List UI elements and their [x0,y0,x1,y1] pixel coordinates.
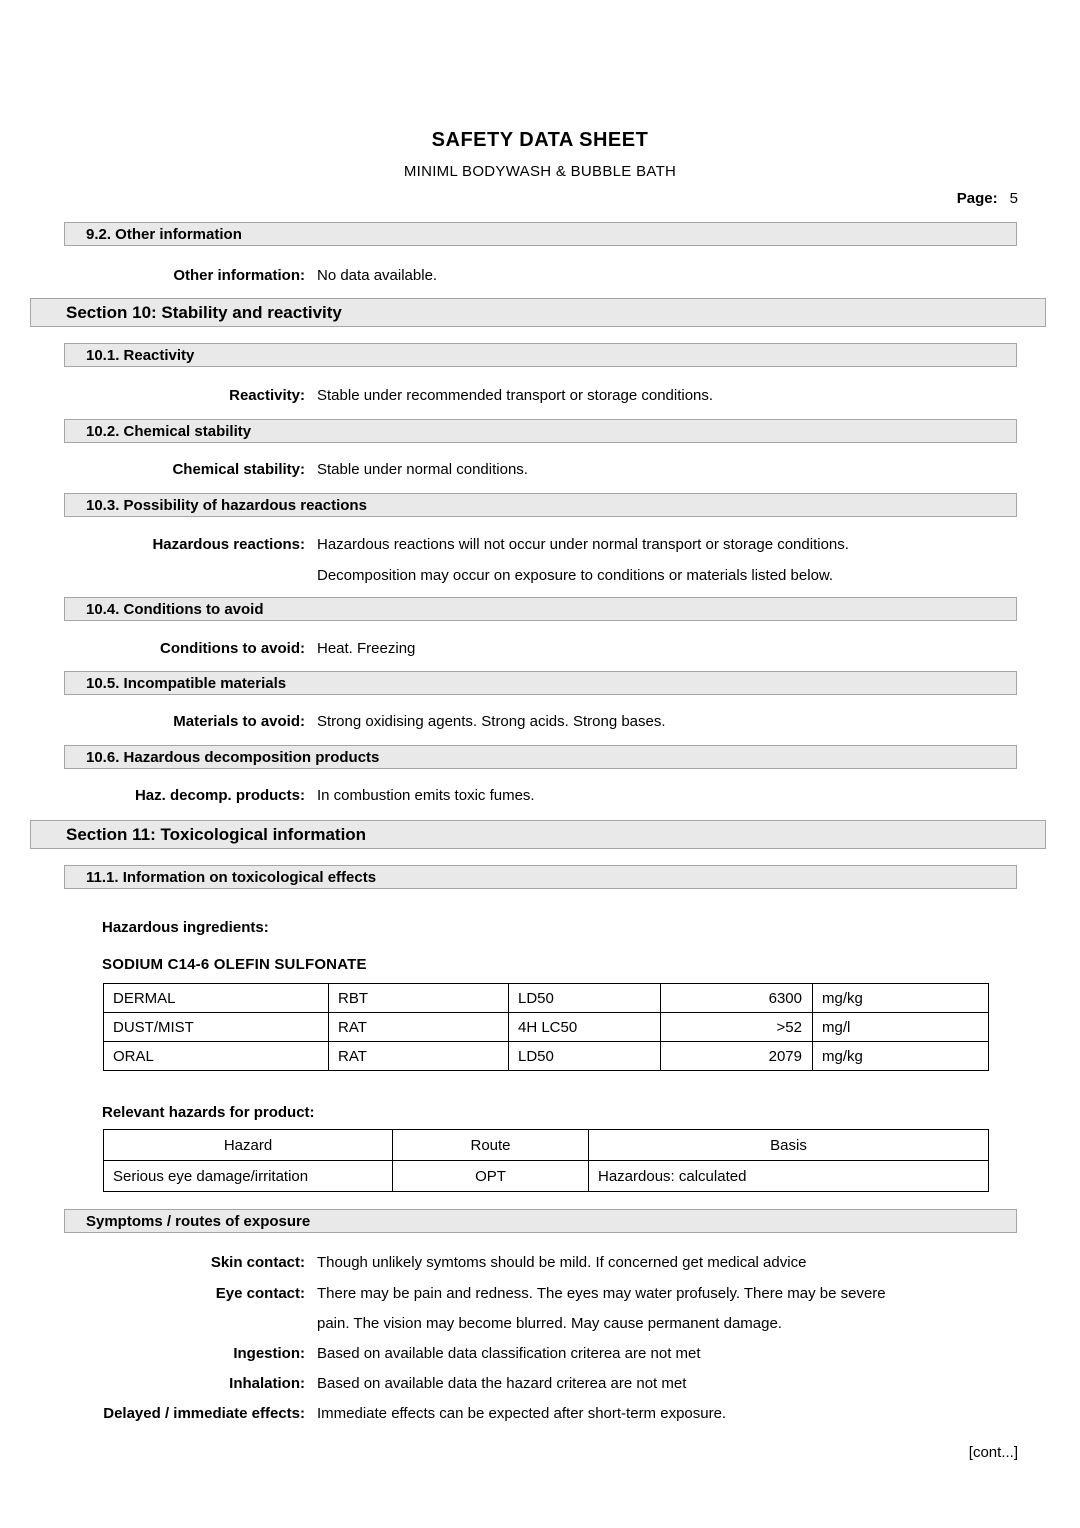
field-label-inhalation: Inhalation: [229,1375,305,1392]
tox-test-cell: LD50 [509,984,661,1013]
subsection-header-10-3 [64,493,1017,517]
continued-marker: [cont...] [968,1444,1018,1461]
table-row [104,984,989,1013]
field-label-delayed-immediate-effects: Delayed / immediate effects: [103,1405,305,1422]
page-number: 5 [1009,190,1018,207]
section-header-11 [30,820,1046,849]
field-value-ingestion: Based on available data classification criterea are not met [317,1345,701,1362]
tox-unit-cell: mg/l [813,1013,989,1042]
subsection-header-9-2 [64,222,1017,246]
tox-test-cell: LD50 [509,1042,661,1071]
field-row-chemical-stability [0,461,1080,479]
subsection-header-10-2 [64,419,1017,443]
relevant-hazards-table [103,1129,989,1192]
table-header-row [104,1130,989,1161]
subsection-header-10-2-label: 10.2. Chemical stability [86,422,252,440]
field-value-skin-contact: Though unlikely symtoms should be mild. If concerned get medical advice [317,1254,807,1271]
field-row-ingestion [0,1345,1080,1363]
field-label-skin-contact: Skin contact: [210,1254,305,1271]
field-value-hazardous-reactions-line1: Hazardous reactions will not occur under normal transport or storage conditions. [317,536,849,553]
subsection-header-10-1-label: 10.1. Reactivity [86,346,195,364]
basis-cell: Hazardous: calculated [589,1161,989,1192]
subsection-header-10-6-label: 10.6. Hazardous decomposition products [86,748,380,766]
field-label-conditions-to-avoid: Conditions to avoid: [160,640,305,657]
subsection-header-10-3-label: 10.3. Possibility of hazardous reactions [86,496,367,514]
hazard-cell: Serious eye damage/irritation [104,1161,393,1192]
field-value-conditions-to-avoid: Heat. Freezing [317,640,416,657]
subsection-header-11-1-label: 11.1. Information on toxicological effects [86,868,377,886]
field-value-chemical-stability: Stable under normal conditions. [317,461,528,478]
field-row-delayed-immediate-effects [0,1405,1080,1423]
tox-unit-cell: mg/kg [813,984,989,1013]
tox-value-cell: 6300 [661,984,813,1013]
toxicity-table [103,983,989,1071]
symptoms-section-header [64,1209,1017,1233]
tox-species-cell: RAT [329,1042,509,1071]
field-value-inhalation: Based on available data the hazard criterea are not met [317,1375,687,1392]
table-row [104,1161,989,1192]
product-name-subtitle: MINIML BODYWASH & BUBBLE BATH [403,163,677,180]
table-row [104,1042,989,1071]
field-label-materials-to-avoid: Materials to avoid: [173,713,305,730]
field-row-materials-to-avoid [0,713,1080,731]
field-value-haz-decomp-products: In combustion emits toxic fumes. [317,787,535,804]
field-row-skin-contact [0,1254,1080,1272]
field-row-reactivity [0,387,1080,405]
subsection-header-10-4-label: 10.4. Conditions to avoid [86,600,264,618]
tox-species-cell: RBT [329,984,509,1013]
tox-route-cell: DERMAL [104,984,329,1013]
tox-route-cell: DUST/MIST [104,1013,329,1042]
field-label-chemical-stability: Chemical stability: [172,461,305,478]
field-label-haz-decomp-products: Haz. decomp. products: [134,787,305,804]
field-label-hazardous-reactions: Hazardous reactions: [152,536,305,553]
basis-column-header: Basis [589,1130,989,1161]
route-cell: OPT [393,1161,589,1192]
field-label-eye-contact: Eye contact: [215,1285,305,1302]
subsection-header-10-1 [64,343,1017,367]
symptoms-section-header-label: Symptoms / routes of exposure [86,1212,311,1230]
field-value-eye-contact-line1: There may be pain and redness. The eyes may water profusely. There may be severe [317,1285,886,1302]
field-label-ingestion: Ingestion: [233,1345,305,1362]
field-value-materials-to-avoid: Strong oxidising agents. Strong acids. Strong bases. [317,713,666,730]
field-value-eye-contact-line2: pain. The vision may become blurred. May cause permanent damage. [317,1315,782,1332]
section-header-11-label: Section 11: Toxicological information [66,824,367,844]
field-label-other-information: Other information: [173,267,305,284]
hazardous-ingredients-heading: Hazardous ingredients: [102,919,269,936]
subsection-header-11-1 [64,865,1017,889]
tox-species-cell: RAT [329,1013,509,1042]
field-value-other-information: No data available. [317,267,438,284]
relevant-hazards-heading: Relevant hazards for product: [102,1104,315,1121]
tox-value-cell: 2079 [661,1042,813,1071]
field-label-reactivity: Reactivity: [229,387,305,404]
section-header-10-label: Section 10: Stability and reactivity [66,302,342,322]
subsection-header-10-4 [64,597,1017,621]
page-number-line [957,190,1018,207]
field-row-haz-decomp-products [0,787,1080,805]
subsection-header-10-6 [64,745,1017,769]
tox-unit-cell: mg/kg [813,1042,989,1071]
field-value-reactivity: Stable under recommended transport or storage conditions. [317,387,714,404]
tox-value-cell: >52 [661,1013,813,1042]
field-row-eye-contact [0,1285,1080,1303]
field-value-delayed-immediate-effects: Immediate effects can be expected after short-term exposure. [317,1405,727,1422]
hazard-column-header: Hazard [104,1130,393,1161]
subsection-header-10-5 [64,671,1017,695]
field-row-eye-contact-cont [0,1315,1080,1333]
document-title: SAFETY DATA SHEET [431,129,649,151]
field-row-conditions-to-avoid [0,640,1080,658]
tox-route-cell: ORAL [104,1042,329,1071]
field-row-hazardous-reactions [0,536,1080,554]
field-row-inhalation [0,1375,1080,1393]
ingredient-name-heading: SODIUM C14-6 OLEFIN SULFONATE [102,956,367,973]
section-header-10 [30,298,1046,327]
subsection-header-10-5-label: 10.5. Incompatible materials [86,674,287,692]
field-row-other-information [0,267,1080,285]
field-row-hazardous-reactions-cont [0,567,1080,585]
tox-test-cell: 4H LC50 [509,1013,661,1042]
table-row [104,1013,989,1042]
route-column-header: Route [393,1130,589,1161]
subsection-header-9-2-label: 9.2. Other information [86,225,242,243]
page-label: Page: [956,190,998,207]
field-value-hazardous-reactions-line2: Decomposition may occur on exposure to conditions or materials listed below. [317,567,834,584]
